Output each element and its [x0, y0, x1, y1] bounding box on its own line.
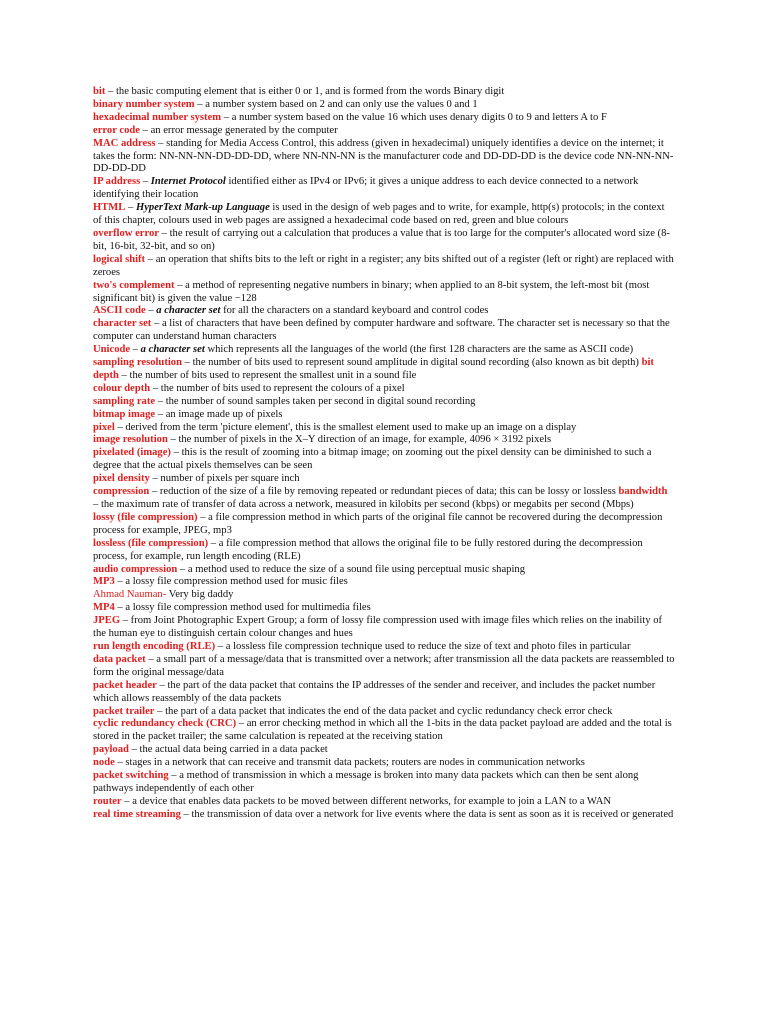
- glossary-entry: [93, 383, 675, 396]
- glossary-definition: – a number system based on the value 16 which uses denary digits 0 to 9 and letters A to F: [221, 111, 607, 123]
- glossary-entry: [93, 680, 675, 706]
- glossary-term: binary number system: [93, 98, 195, 110]
- glossary-entry: [93, 796, 675, 809]
- glossary-entry: [93, 254, 675, 280]
- glossary-entry: [93, 318, 675, 344]
- glossary-entry: [93, 138, 675, 177]
- definition-emphasis: a character set: [156, 305, 221, 317]
- glossary-term: packet switching: [93, 770, 169, 782]
- glossary-definition: – a method of representing negative numbers in binary; when applied to an 8-bit system, the left-most bit (most significant bit) is given the value −128: [93, 279, 650, 304]
- glossary-entry: [93, 112, 675, 125]
- glossary-term: pixelated (image): [93, 447, 171, 459]
- glossary-definition: – an operation that shifts bits to the left or right in a register; any bits shifted out of a register (left or right) are replaced with zeroes: [93, 253, 674, 278]
- glossary-definition: – number of pixels per square inch: [149, 473, 300, 485]
- glossary-definition: – the number of bits used to represent the smallest unit in a sound file: [118, 369, 417, 381]
- glossary-term: error code: [93, 124, 140, 136]
- definition-emphasis: a character set: [140, 344, 205, 356]
- glossary-term: sampling resolution: [93, 357, 182, 369]
- glossary-entry: [93, 576, 675, 589]
- glossary-definition: – stages in a network that can receive and transmit data packets; routers are nodes in communication networks: [114, 757, 585, 769]
- glossary-definition: Very big daddy: [166, 589, 234, 601]
- glossary-definition: – the actual data being carried in a data packet: [128, 744, 328, 756]
- glossary-definition: – a device that enables data packets to be moved between different networks, for example to join a LAN to a WAN: [121, 795, 612, 807]
- glossary-definition: for all the characters on a standard keyboard and control codes: [220, 305, 489, 317]
- glossary-entry: [93, 809, 675, 822]
- glossary-definition: – the number of bits used to represent sound amplitude in digital sound recording (also known as bit depth): [182, 357, 642, 369]
- glossary-entry: [93, 744, 675, 757]
- glossary-definition: – the number of bits used to represent the colours of a pixel: [150, 382, 405, 394]
- glossary-term: bitmap image: [93, 408, 156, 420]
- glossary-entry: [93, 280, 675, 306]
- glossary-term: lossy (file compression): [93, 511, 198, 523]
- glossary-entry: [93, 99, 675, 112]
- glossary-term: pixel density: [93, 473, 150, 485]
- glossary-term: payload: [93, 744, 129, 756]
- glossary-term: packet trailer: [93, 705, 155, 717]
- glossary-entry: [93, 757, 675, 770]
- glossary-definition: – an error message generated by the computer: [139, 124, 338, 136]
- glossary-entry: [93, 706, 675, 719]
- glossary-entry: [93, 434, 675, 447]
- glossary-page: [93, 86, 675, 822]
- glossary-definition: – a file compression method that allows the original file to be fully restored during the decompression process, for example, run length encoding (RLE): [93, 537, 643, 562]
- glossary-definition: which represents all the languages of the world (the first 128 characters are the same as ASCII code): [204, 344, 634, 356]
- glossary-term: lossless (file compression): [93, 537, 209, 549]
- glossary-entry: [93, 202, 675, 228]
- glossary-definition: – the number of pixels in the X–Y direction of an image, for example, 4096 × 3192 pixels: [167, 434, 552, 446]
- glossary-term: image resolution: [93, 434, 168, 446]
- glossary-definition: – the part of a data packet that indicates the end of the data packet and cyclic redundancy check error check: [154, 705, 613, 717]
- glossary-definition: – reduction of the size of a file by removing repeated or redundant pieces of data; this can be lossy or lossless: [149, 486, 619, 498]
- glossary-term: bit depth: [93, 357, 654, 381]
- glossary-entry: [93, 589, 675, 602]
- glossary-entry: [93, 512, 675, 538]
- glossary-definition: – a small part of a message/data that is transmitted over a network; after transmission all the data packets are reassembled to form the original message/data: [93, 653, 675, 678]
- glossary-definition: – a method used to reduce the size of a sound file using perceptual music shaping: [177, 563, 526, 575]
- definition-emphasis: Internet Protocol: [150, 176, 226, 188]
- glossary-definition: – the transmission of data over a network for live events where the data is sent as soon as it is received or generated: [180, 808, 674, 820]
- glossary-term: sampling rate: [93, 395, 156, 407]
- glossary-definition: – the part of the data packet that contains the IP addresses of the sender and receiver, and includes the packet number which allows reassembly of the data packets: [93, 679, 656, 704]
- glossary-definition: – a lossy file compression method used for music files: [114, 576, 348, 588]
- glossary-entry: [93, 473, 675, 486]
- glossary-entry: [93, 409, 675, 422]
- glossary-definition: – the basic computing element that is either 0 or 1, and is formed from the words Binary digit: [105, 86, 505, 97]
- glossary-entry: [93, 486, 675, 512]
- glossary-term: packet header: [93, 679, 157, 691]
- definition-prefix: –: [125, 202, 136, 214]
- glossary-term: real time streaming: [93, 808, 181, 820]
- glossary-entry: [93, 602, 675, 615]
- definition-prefix: –: [145, 305, 157, 317]
- glossary-term: bandwidth: [618, 486, 668, 498]
- glossary-definition: – this is the result of zooming into a bitmap image; on zooming out the pixel density can be diminished to such a degree that the actual pixels themselves can be seen: [93, 447, 652, 472]
- glossary-definition: – the maximum rate of transfer of data across a network, measured in kilobits per second (kbps) or megabits per second (Mbps): [93, 499, 634, 510]
- glossary-term: node: [93, 757, 115, 769]
- glossary-definition: – an error checking method in which all the 1-bits in the data packet payload are added and the total is stored in the packet trailer; the same calculation is repeated at the receiving station: [93, 718, 672, 743]
- glossary-term: HTML: [93, 202, 126, 214]
- glossary-term: JPEG: [93, 615, 121, 627]
- glossary-entry: [93, 447, 675, 473]
- glossary-definition: – derived from the term 'picture element', this is the smallest element used to make up an image on a display: [114, 421, 577, 433]
- definition-prefix: –: [140, 176, 151, 188]
- glossary-entry: [93, 718, 675, 744]
- glossary-term: ASCII code: [93, 305, 146, 317]
- glossary-term: two's complement: [93, 279, 175, 291]
- glossary-term: character set: [93, 318, 152, 330]
- glossary-term: bit: [93, 86, 106, 97]
- glossary-term: MP3: [93, 576, 115, 588]
- glossary-definition: – an image made up of pixels: [155, 408, 283, 420]
- glossary-definition: identified either as IPv4 or IPv6; it gives a unique address to each device connected to a network identifying their location: [93, 176, 639, 201]
- glossary-entry: [93, 344, 675, 383]
- glossary-entry: [93, 305, 675, 318]
- glossary-term: colour depth: [93, 382, 151, 394]
- glossary-entry: [93, 86, 675, 99]
- glossary-entry: [93, 654, 675, 680]
- glossary-term: cyclic redundancy check (CRC): [93, 718, 237, 730]
- definition-emphasis: HyperText Mark-up Language: [135, 202, 270, 214]
- glossary-term: compression: [93, 486, 150, 498]
- glossary-entry: [93, 564, 675, 577]
- glossary-term: MP4: [93, 602, 115, 614]
- glossary-term: pixel: [93, 421, 115, 433]
- glossary-term: Unicode: [93, 344, 131, 356]
- glossary-definition: – a file compression method in which parts of the original file cannot be recovered during the decompression process for example, JPEG, mp3: [93, 511, 663, 536]
- glossary-definition: – the result of carrying out a calculation that produces a value that is too large for the computer's allocated word size (8-bit, 16-bit, 32-bit, and so on): [93, 227, 670, 252]
- glossary-definition: – from Joint Photographic Expert Group; a form of lossy file compression used with image files which relies on the inability of the human eye to distinguish certain colour changes and hues: [93, 615, 663, 640]
- glossary-entry: [93, 641, 675, 654]
- glossary-entry: [93, 396, 675, 409]
- glossary-entry: [93, 422, 675, 435]
- glossary-definition: is used in the design of web pages and to write, for example, http(s) protocols; in the context of this chapter, colours used in web pages are assigned a hexadecimal code based on red, green and blue colours: [93, 202, 665, 227]
- glossary-term: overflow error: [93, 227, 159, 239]
- glossary-definition: – a number system based on 2 and can only use the values 0 and 1: [194, 98, 478, 110]
- glossary-definition: – a lossless file compression technique used to reduce the size of text and photo files in particular: [215, 640, 631, 652]
- glossary-definition: – standing for Media Access Control, this address (given in hexadecimal) uniquely identifies a device on the internet; it takes the form: NN-NN-NN-DD-DD-DD, where NN-NN-NN is the manufacturer code and DD-DD-DD is the device code NN-NN-NN-DD-DD-DD: [93, 137, 674, 175]
- glossary-entry: [93, 770, 675, 796]
- glossary-entry: [93, 538, 675, 564]
- glossary-definition: – a method of transmission in which a message is broken into many data packets which can then be sent along pathways independently of each other: [93, 770, 639, 794]
- glossary-term: hexadecimal number system: [93, 111, 222, 123]
- glossary-entry: [93, 615, 675, 641]
- glossary-definition: – a list of characters that have been defined by computer hardware and software. The character set is necessary so that the computer can understand human characters: [93, 318, 670, 343]
- glossary-entry: [93, 176, 675, 202]
- glossary-term: audio compression: [93, 563, 178, 575]
- glossary-term: run length encoding (RLE): [93, 640, 216, 652]
- definition-prefix: –: [130, 344, 141, 356]
- glossary-term: data packet: [93, 653, 146, 665]
- glossary-definition: – the number of sound samples taken per second in digital sound recording: [155, 395, 476, 407]
- glossary-term: MAC address: [93, 137, 156, 149]
- glossary-entry: [93, 228, 675, 254]
- glossary-definition: – a lossy file compression method used for multimedia files: [114, 602, 371, 614]
- glossary-entry: [93, 125, 675, 138]
- glossary-term: IP address: [93, 176, 141, 188]
- glossary-term: router: [93, 795, 122, 807]
- glossary-term: Ahmad Nauman-: [93, 589, 167, 601]
- glossary-term: logical shift: [93, 253, 146, 265]
